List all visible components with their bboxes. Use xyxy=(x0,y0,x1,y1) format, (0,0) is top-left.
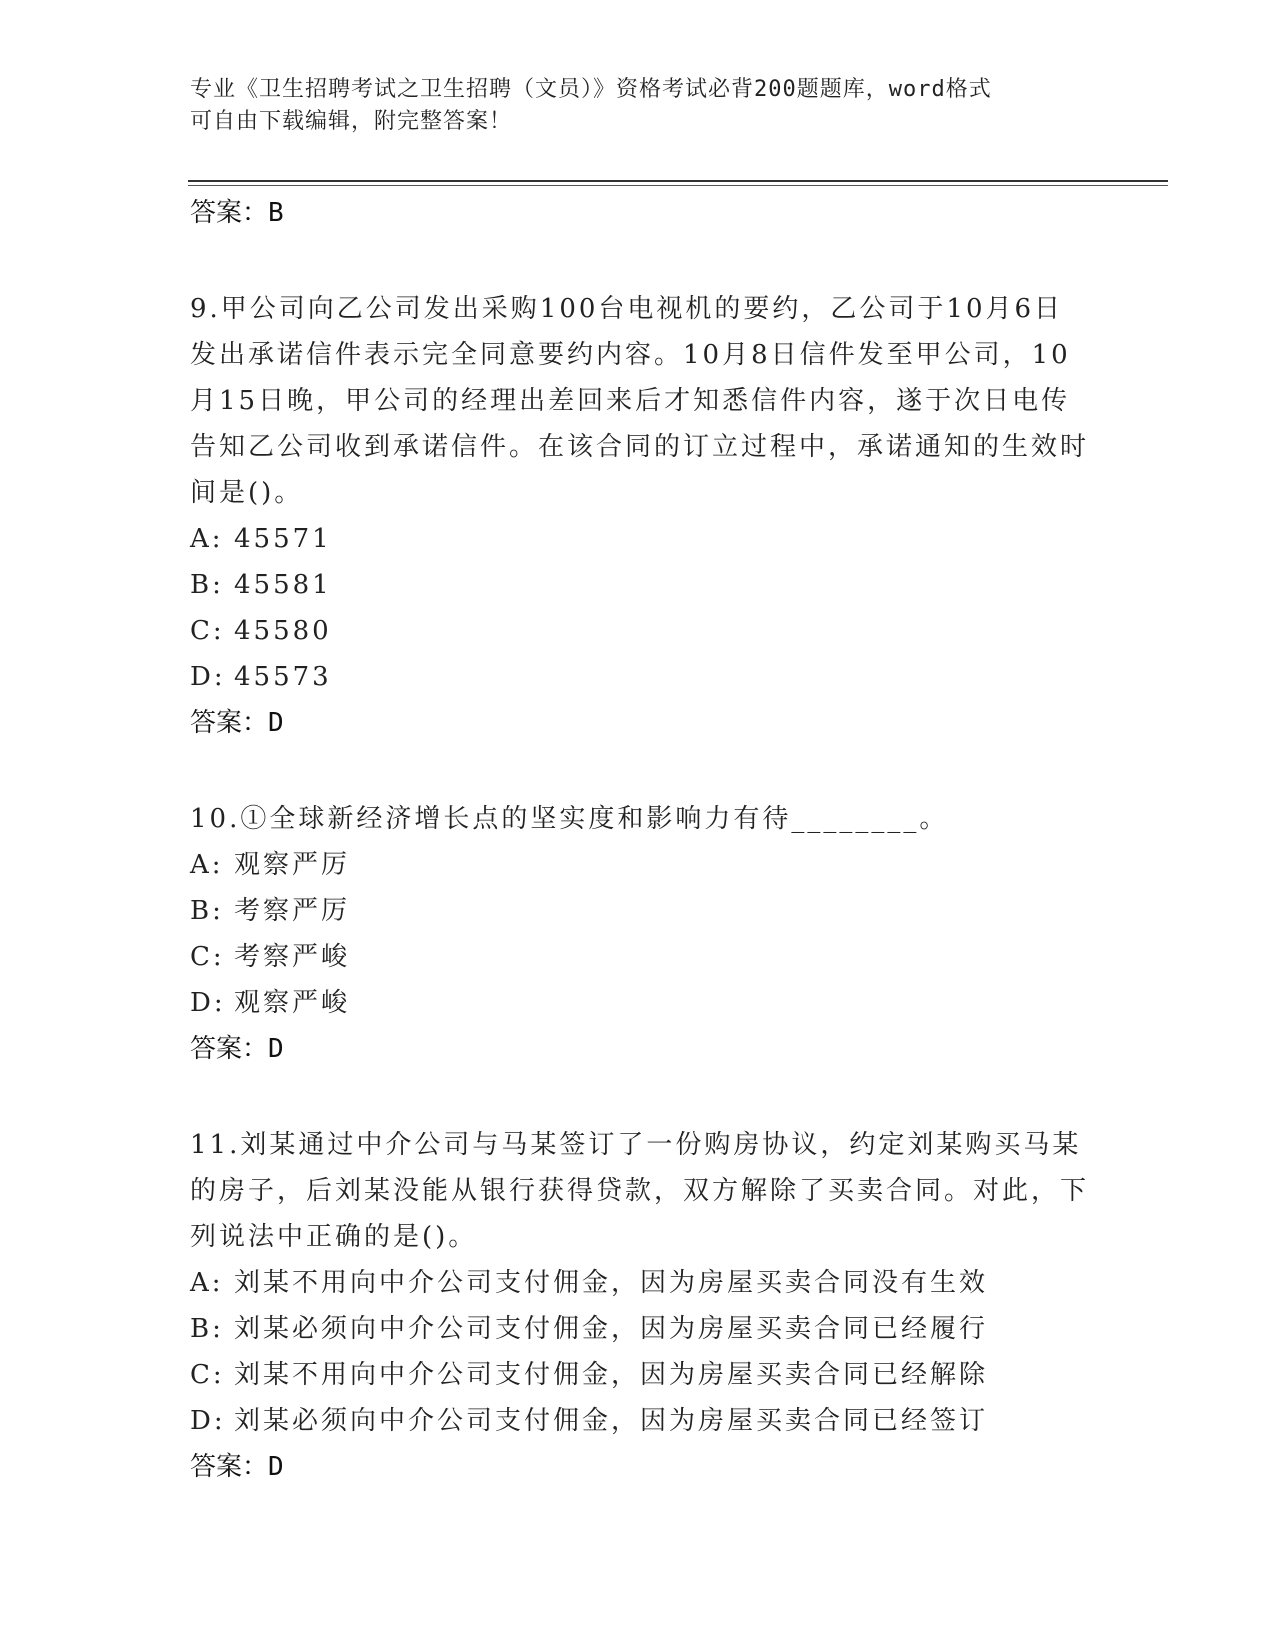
question-text: 10.①全球新经济增长点的坚实度和影响力有待________。 xyxy=(190,804,949,834)
option-letter: B: xyxy=(190,570,224,600)
option-text: 考察严峻 xyxy=(234,942,351,972)
option-letter: D: xyxy=(190,662,226,692)
option-text: 45573 xyxy=(234,662,332,692)
question-list xyxy=(190,190,1090,1490)
answer-label: 答案：D xyxy=(190,1034,284,1064)
option-b xyxy=(190,888,1090,934)
option-letter: A: xyxy=(190,850,224,880)
option-text: 刘某必须向中介公司支付佣金，因为房屋买卖合同已经履行 xyxy=(234,1314,989,1344)
previous-answer: 答案：B xyxy=(190,198,284,228)
option-text: 刘某不用向中介公司支付佣金，因为房屋买卖合同没有生效 xyxy=(234,1268,989,1298)
option-letter: A: xyxy=(190,524,224,554)
option-d xyxy=(190,654,1090,700)
option-letter: A: xyxy=(190,1268,224,1298)
option-c xyxy=(190,608,1090,654)
header-line-2: 可自由下载编辑，附完整答案！ xyxy=(190,109,513,134)
option-a xyxy=(190,842,1090,888)
question-text: 9.甲公司向乙公司发出采购100台电视机的要约，乙公司于10月6日发出承诺信件表示完全同意要约内容。10月8日信件发至甲公司，10月15日晚，甲公司的经理出差回来后才知悉信件内容，遂于次日电传告知乙公司收到承诺信件。在该合同的订立过程中，承诺通知的生效时间是()。 xyxy=(190,294,1090,508)
option-text: 刘某不用向中介公司支付佣金，因为房屋买卖合同已经解除 xyxy=(234,1360,989,1390)
header-divider-thin xyxy=(188,185,1168,186)
question-11 xyxy=(190,1122,1090,1490)
question-10 xyxy=(190,796,1090,1072)
option-text: 观察严厉 xyxy=(234,850,351,880)
option-d xyxy=(190,1398,1090,1444)
option-a xyxy=(190,1260,1090,1306)
document-header xyxy=(190,74,1070,138)
option-letter: B: xyxy=(190,896,224,926)
header-divider-thick xyxy=(188,180,1168,182)
option-d xyxy=(190,980,1090,1026)
option-b xyxy=(190,1306,1090,1352)
option-text: 考察严厉 xyxy=(234,896,351,926)
option-letter: C: xyxy=(190,942,225,972)
option-a xyxy=(190,516,1090,562)
option-letter: C: xyxy=(190,1360,225,1390)
option-c xyxy=(190,934,1090,980)
option-text: 刘某必须向中介公司支付佣金，因为房屋买卖合同已经签订 xyxy=(234,1406,989,1436)
option-letter: D: xyxy=(190,1406,226,1436)
option-letter: B: xyxy=(190,1314,224,1344)
question-9 xyxy=(190,286,1090,746)
option-text: 观察严峻 xyxy=(234,988,351,1018)
option-c xyxy=(190,1352,1090,1398)
option-text: 45571 xyxy=(234,524,332,554)
header-line-1: 专业《卫生招聘考试之卫生招聘（文员）》资格考试必背200题题库，word格式 xyxy=(190,77,992,102)
option-letter: C: xyxy=(190,616,225,646)
answer-label: 答案：D xyxy=(190,708,284,738)
question-text: 11.刘某通过中介公司与马某签订了一份购房协议，约定刘某购买马某的房子，后刘某没能从银行获得贷款，双方解除了买卖合同。对此，下列说法中正确的是()。 xyxy=(190,1130,1090,1252)
option-text: 45581 xyxy=(234,570,332,600)
option-letter: D: xyxy=(190,988,226,1018)
option-b xyxy=(190,562,1090,608)
option-text: 45580 xyxy=(234,616,332,646)
answer-label: 答案：D xyxy=(190,1452,284,1482)
